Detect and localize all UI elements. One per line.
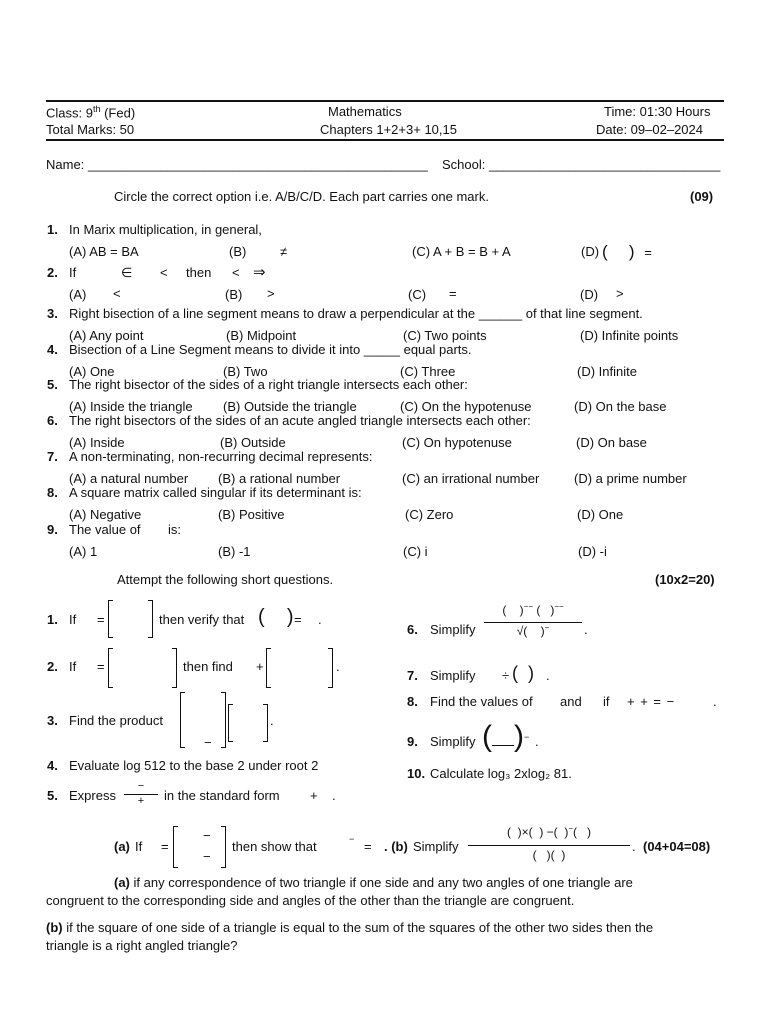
sq6-expression: ( )−− ( )−− √( )− — [484, 602, 582, 638]
sq2-find: then find — [183, 659, 233, 674]
sq3-text: Find the product — [69, 713, 163, 728]
mcq-option-d[interactable]: (D) Infinite — [577, 364, 637, 379]
s3-a-minus1: − — [203, 828, 211, 843]
q2-c-symbol: = — [449, 286, 457, 301]
mcq-option-a[interactable]: (A) a natural number — [69, 471, 189, 486]
sq1-verify: then verify that — [159, 612, 245, 627]
sq2-bracket-right — [172, 648, 177, 688]
mcq-question-text: The right bisectors of the sides of an acute angled triangle intersects each other: — [69, 413, 531, 428]
mcq-option-c[interactable]: (C) Three — [400, 364, 456, 379]
sq3-bracket2-right — [263, 704, 268, 742]
mcq-option-b[interactable]: (B) a rational number — [218, 471, 341, 486]
q2-lt2-symbol: < — [232, 265, 240, 280]
mcq-option-a[interactable]: (A) Inside the triangle — [69, 399, 193, 414]
sq5-fraction: − + — [124, 780, 158, 807]
sq1-dot: . — [318, 612, 322, 627]
header-bottom-rule — [46, 139, 724, 141]
mcq-number: 1. — [47, 222, 58, 237]
mcq-option-b[interactable]: (B) Outside — [220, 435, 286, 450]
mcq-option-c[interactable]: (C) A + B = B + A — [412, 244, 511, 259]
sq3-minus: − — [204, 735, 212, 750]
mcq-option-a[interactable]: (A) 1 — [69, 544, 98, 559]
sq1-eq: = — [97, 612, 105, 627]
class-label: Class: 9th (Fed) — [46, 104, 136, 121]
sq7-dot: . — [546, 668, 550, 683]
sq10-number: 10. — [407, 766, 426, 781]
s3-a-bracket-left — [173, 826, 178, 868]
sq2-bracket2-right — [328, 648, 333, 688]
q1-neq-symbol: ≠ — [280, 244, 288, 259]
sq3-bracket-left — [180, 692, 185, 748]
sq5-standard-form: in the standard form — [164, 788, 280, 803]
s3-a-label: (a) — [114, 839, 130, 854]
sq2-eq: = — [97, 659, 105, 674]
mcq-option-a[interactable]: (A) — [69, 287, 87, 302]
mcq-option-b[interactable]: (B) Two — [223, 364, 268, 379]
sq9-expression: ( )− — [482, 720, 530, 753]
mcq-option-c[interactable]: (C) an irrational number — [402, 471, 540, 486]
sq4-number: 4. — [47, 758, 58, 773]
s3-b-label: . (b) — [384, 839, 408, 854]
mcq-option-d[interactable]: (D) a prime number — [574, 471, 687, 486]
sq6-number: 6. — [407, 622, 418, 637]
mcq-option-d[interactable]: (D) One — [577, 507, 624, 522]
mcq-option-d[interactable]: (D) On base — [576, 435, 647, 450]
sq4-text: Evaluate log 512 to the base 2 under root 2 — [69, 758, 319, 773]
chapters: Chapters 1+2+3+ 10,15 — [320, 122, 457, 137]
sq7-simplify: Simplify — [430, 668, 476, 683]
mcq-number: 8. — [47, 485, 58, 500]
mcq-option-b[interactable]: (B) Outside the triangle — [223, 399, 357, 414]
mcq-question-text: In Marix multiplication, in general, — [69, 222, 262, 237]
mcq-number: 2. — [47, 265, 58, 280]
mcq-option-c[interactable]: (C) Zero — [405, 507, 454, 522]
mcq-number: 3. — [47, 306, 58, 321]
s3-a-bracket-right — [221, 826, 226, 868]
sq8-text: Find the values of — [430, 694, 533, 709]
sq1-bracket-right — [148, 600, 153, 638]
sq8-and: and — [560, 694, 582, 709]
header-top-rule — [46, 100, 724, 102]
mcq-number: 5. — [47, 377, 58, 392]
sq2-dot: . — [336, 659, 340, 674]
sq1-paren-expr: ( ) — [258, 606, 294, 628]
mcq-option-c[interactable]: (C) — [408, 287, 427, 302]
s3-b-dot: . — [632, 839, 636, 854]
sq3-bracket-right — [221, 692, 226, 748]
theorem-b-cont: triangle is a right angled triangle? — [46, 938, 238, 953]
theorem-a: (a) if any correspondence of two triangle if one side and any two angles of one triangle are — [114, 875, 633, 890]
sq9-number: 9. — [407, 734, 418, 749]
mcq-option-c[interactable]: (C) i — [403, 544, 428, 559]
sq2-if: If — [69, 659, 77, 674]
mcq-option-c[interactable]: (C) On hypotenuse — [402, 435, 512, 450]
mcq-option-b[interactable]: (B) Midpoint — [226, 328, 297, 343]
q2-lt-symbol: < — [160, 265, 168, 280]
mcq-option-b[interactable]: (B) -1 — [218, 544, 251, 559]
sq7-div: ÷ — [502, 668, 510, 683]
sq2-bracket-left — [108, 648, 113, 688]
s3-a-tail: = — [364, 839, 372, 854]
mcq-question-text: The right bisector of the sides of a right triangle intersects each other: — [69, 377, 468, 392]
sq1-if: If — [69, 612, 77, 627]
s3-b-simplify: Simplify — [413, 839, 459, 854]
sq8-number: 8. — [407, 694, 418, 709]
sq2-plus: + — [256, 659, 264, 674]
mcq-option-a[interactable]: (A) One — [69, 364, 115, 379]
mcq-option-b[interactable]: (B) Positive — [218, 507, 285, 522]
q2-implies-symbol: ⇒ — [253, 264, 266, 281]
mcq-option-a[interactable]: (A) Any point — [69, 328, 144, 343]
mcq-question-text: Right bisection of a line segment means to draw a perpendicular at the ______ of that line segment. — [69, 306, 643, 321]
mcq-option-c[interactable]: (C) Two points — [403, 328, 487, 343]
mcq-option-d[interactable]: (D) — [580, 287, 599, 302]
sq8-if: if — [603, 694, 610, 709]
q1-d-expression: ( ) = — [602, 242, 652, 261]
sq2-number: 2. — [47, 659, 58, 674]
section3-marks: (04+04=08) — [643, 839, 711, 854]
section1-marks: (09) — [690, 189, 714, 204]
subject-title: Mathematics — [328, 104, 402, 119]
sq2-bracket2-left — [266, 648, 271, 688]
school-field[interactable]: School: ________________________________ — [442, 157, 721, 172]
theorem-b: (b) if the square of one side of a triangle is equal to the sum of the squares of the other two sides then the — [46, 920, 654, 935]
s3-a-eq: = — [161, 839, 169, 854]
mcq-question-text: A non-terminating, non-recurring decimal represents: — [69, 449, 373, 464]
mcq-number: 6. — [47, 413, 58, 428]
mcq-option-a[interactable]: (A) Inside — [69, 435, 125, 450]
mcq-option-b[interactable]: (B) — [229, 244, 247, 259]
sq1-number: 1. — [47, 612, 58, 627]
q2-d-symbol: > — [616, 286, 624, 301]
mcq-option-d[interactable]: (D) Infinite points — [580, 328, 679, 343]
section2-marks: (10x2=20) — [655, 572, 715, 587]
sq8-ops: + + = − — [627, 694, 675, 709]
sq10-text: Calculate log₃ 2xlog₂ 81. — [430, 766, 572, 781]
mcq-question-text: A square matrix called singular if its determinant is: — [69, 485, 362, 500]
sq9-dot: . — [535, 734, 539, 749]
mcq-option-b[interactable]: (B) — [225, 287, 243, 302]
time: Time: 01:30 Hours — [604, 104, 711, 119]
section1-instruction: Circle the correct option i.e. A/B/C/D. Each part carries one mark. — [114, 189, 489, 204]
q2-a-symbol: < — [113, 286, 121, 301]
sq5-number: 5. — [47, 788, 58, 803]
s3-a-show: then show that — [232, 839, 317, 854]
mcq-option-a[interactable]: (A) Negative — [69, 507, 142, 522]
q2-b-symbol: > — [267, 286, 275, 301]
mcq-option-a[interactable]: (A) AB = BA — [69, 244, 139, 259]
s3-b-expression: ( )×( ) −( )−( ) ( )( ) — [468, 824, 630, 862]
mcq-option-d[interactable]: (D) On the base — [574, 399, 667, 414]
sq8-dot: . — [713, 694, 717, 709]
sq5-express: Express — [69, 788, 116, 803]
sq6-simplify: Simplify — [430, 622, 476, 637]
mcq-option-d[interactable]: (D) — [581, 244, 600, 259]
q2-then: then — [186, 265, 212, 280]
name-field[interactable]: Name: _______________________________________________ — [46, 157, 428, 172]
section2-instruction: Attempt the following short questions. — [117, 572, 334, 587]
mcq-option-d[interactable]: (D) -i — [578, 544, 607, 559]
mcq-question-text: The value of — [69, 522, 141, 537]
sq1-tail: = — [294, 612, 302, 627]
theorem-a-cont: congruent to the corresponding side and angles of the other than the triangle are congruent. — [46, 893, 575, 908]
mcq-number: 7. — [47, 449, 58, 464]
sq6-dot: . — [584, 622, 588, 637]
s3-a-if: If — [135, 839, 143, 854]
sq7-paren: ( ) — [512, 663, 534, 683]
mcq-question-text: If — [69, 265, 77, 280]
sq3-dot: . — [270, 713, 274, 728]
total-marks: Total Marks: 50 — [46, 122, 135, 137]
mcq-number: 4. — [47, 342, 58, 357]
sq5-plus: + — [310, 788, 318, 803]
s3-a-minus2: − — [203, 849, 211, 864]
sq1-bracket-left — [108, 600, 113, 638]
sq3-number: 3. — [47, 713, 58, 728]
date: Date: 09–02–2024 — [596, 122, 703, 137]
mcq-question-text-tail: is: — [168, 522, 181, 537]
s3-a-sup: − — [349, 834, 355, 844]
q2-in-symbol: ∈ — [121, 265, 133, 280]
sq3-bracket2-left — [228, 704, 233, 742]
sq5-dot: . — [332, 788, 336, 803]
mcq-option-c[interactable]: (C) On the hypotenuse — [400, 399, 532, 414]
sq9-simplify: Simplify — [430, 734, 476, 749]
mcq-question-text: Bisection of a Line Segment means to divide it into _____ equal parts. — [69, 342, 472, 357]
sq7-number: 7. — [407, 668, 418, 683]
mcq-number: 9. — [47, 522, 58, 537]
